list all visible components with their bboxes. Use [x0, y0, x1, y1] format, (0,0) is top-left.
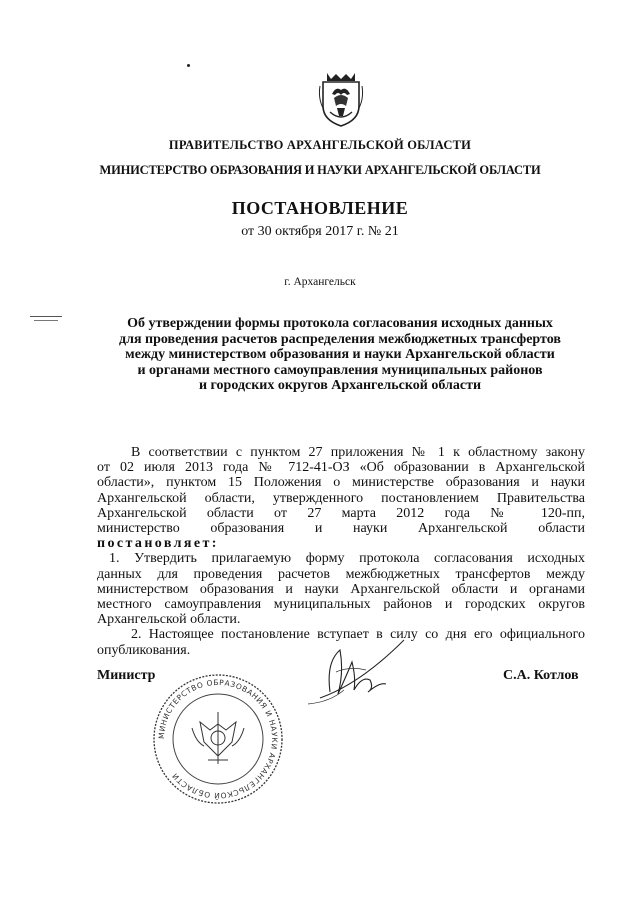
- subject-line: для проведения расчетов распределения межбюджетных трансфертов: [119, 331, 561, 347]
- subject-line: и городских округов Архангельской области: [198, 378, 482, 394]
- margin-mark: [34, 320, 58, 321]
- decree-word: постановляет:: [97, 536, 219, 552]
- item1-line: Архангельской области.: [97, 612, 241, 628]
- subject-line: и органами местного самоуправления муниципальных районов: [137, 362, 543, 378]
- preamble-line: Архангельской области, утвержденного постановлением Правительства: [97, 490, 585, 506]
- item1-line: местного самоуправления муниципальных районов и городских округов: [97, 597, 585, 613]
- item2-line: 2. Настоящее постановление вступает в силу со дня его официального: [131, 627, 585, 643]
- margin-mark: [30, 316, 62, 317]
- subject-line: между министерством образования и науки Архангельской области: [125, 347, 555, 363]
- ministry-name: МИНИСТЕРСТВО ОБРАЗОВАНИЯ И НАУКИ АРХАНГЕЛЬСКОЙ ОБЛАСТИ: [99, 163, 541, 177]
- item2-line: опубликования.: [97, 642, 191, 658]
- item1-line: 1. Утвердить прилагаемую форму протокола согласования исходных: [109, 551, 585, 567]
- signatory-name: С.А. Котлов: [503, 668, 579, 683]
- document-title: ПОСТАНОВЛЕНИЕ: [231, 198, 409, 218]
- document-subject: [80, 316, 600, 394]
- official-seal-icon: [148, 672, 288, 807]
- coat-of-arms-icon: [314, 68, 368, 128]
- document-city: г. Архангельск: [284, 276, 356, 288]
- preamble-line: области», пунктом 15 Положения о министерстве образования и науки: [97, 475, 585, 491]
- seal-text: МИНИСТЕРСТВО ОБРАЗОВАНИЯ И НАУКИ АРХАНГЕЛЬСКОЙ ОБЛАСТИ: [156, 677, 280, 801]
- item1-line: министерством образования и науки Архангельской области и органами: [97, 581, 585, 597]
- subject-line: Об утверждении формы протокола согласования исходных данных: [127, 316, 553, 331]
- preamble-line: Архангельской области от 27 марта 2012 года № 120-пп,: [97, 505, 585, 521]
- government-name: ПРАВИТЕЛЬСТВО АРХАНГЕЛЬСКОЙ ОБЛАСТИ: [168, 138, 472, 152]
- document-date-number: от 30 октября 2017 г. № 21: [241, 224, 399, 239]
- handwritten-signature-icon: [300, 632, 420, 712]
- signatory-position: Министр: [97, 668, 156, 683]
- preamble-line: от 02 июля 2013 года № 712-41-ОЗ «Об образовании в Архангельской: [97, 460, 585, 476]
- preamble-line: В соответствии с пунктом 27 приложения № 1 к областному закону: [131, 445, 585, 460]
- item1-line: данных для проведения расчетов межбюджетных трансфертов между: [97, 566, 585, 582]
- document-body: [97, 445, 585, 658]
- scan-speck: [187, 64, 190, 67]
- preamble-line: министерство образования и науки Архангельской области: [97, 521, 585, 537]
